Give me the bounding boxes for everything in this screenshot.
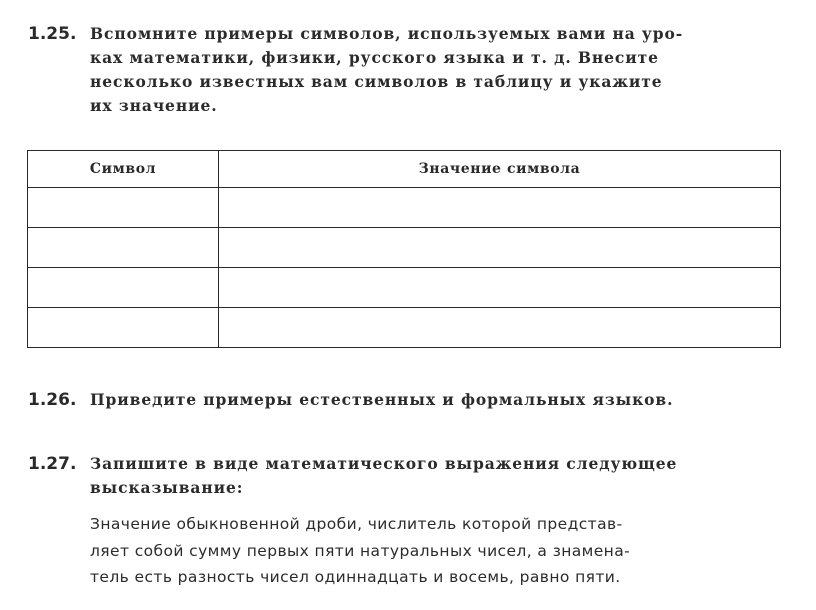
task-number: 1.26. <box>28 390 77 410</box>
statement-line: тель есть разность чисел одиннадцать и восемь, равно пяти. <box>90 568 621 586</box>
task-text <box>90 388 788 412</box>
table-cell-meaning[interactable] <box>219 188 781 228</box>
statement-line: ляет собой сумму первых пяти натуральных чисел, а знамена- <box>90 541 631 560</box>
table-row <box>28 308 781 348</box>
task-1-27 <box>28 452 788 500</box>
task-1-26 <box>28 388 788 412</box>
table-row <box>28 268 781 308</box>
task-text-line: несколько известных вам символов в таблицу и укажите <box>90 72 663 91</box>
table-cell-symbol[interactable] <box>28 188 219 228</box>
task-1-25 <box>28 22 788 118</box>
table-row <box>28 228 781 268</box>
column-header-meaning: Значение символа <box>219 151 781 188</box>
table-cell-meaning[interactable] <box>219 268 781 308</box>
task-text-line: их значение. <box>90 96 218 115</box>
statement-block <box>90 511 790 591</box>
task-text-line: Приведите примеры естественных и формальных языков. <box>90 390 674 409</box>
table-cell-symbol[interactable] <box>28 228 219 268</box>
task-text <box>90 22 788 118</box>
task-number: 1.25. <box>28 24 77 44</box>
table-cell-meaning[interactable] <box>219 308 781 348</box>
task-number: 1.27. <box>28 454 77 474</box>
column-header-symbol: Символ <box>28 151 219 188</box>
table-cell-meaning[interactable] <box>219 228 781 268</box>
task-text <box>90 452 788 500</box>
task-text-line: высказывание: <box>90 478 244 497</box>
symbols-table <box>27 150 781 348</box>
table-cell-symbol[interactable] <box>28 308 219 348</box>
task-text-line: Вспомните примеры символов, используемых вами на уро- <box>90 24 684 43</box>
task-text-line: ках математики, физики, русского языка и т. д. Внесите <box>90 48 659 67</box>
statement-line: Значение обыкновенной дроби, числитель которой представ- <box>90 515 623 533</box>
table-row <box>28 188 781 228</box>
table-header-row <box>28 151 781 188</box>
task-text-line: Запишите в виде математического выражения следующее <box>90 454 678 473</box>
table-cell-symbol[interactable] <box>28 268 219 308</box>
